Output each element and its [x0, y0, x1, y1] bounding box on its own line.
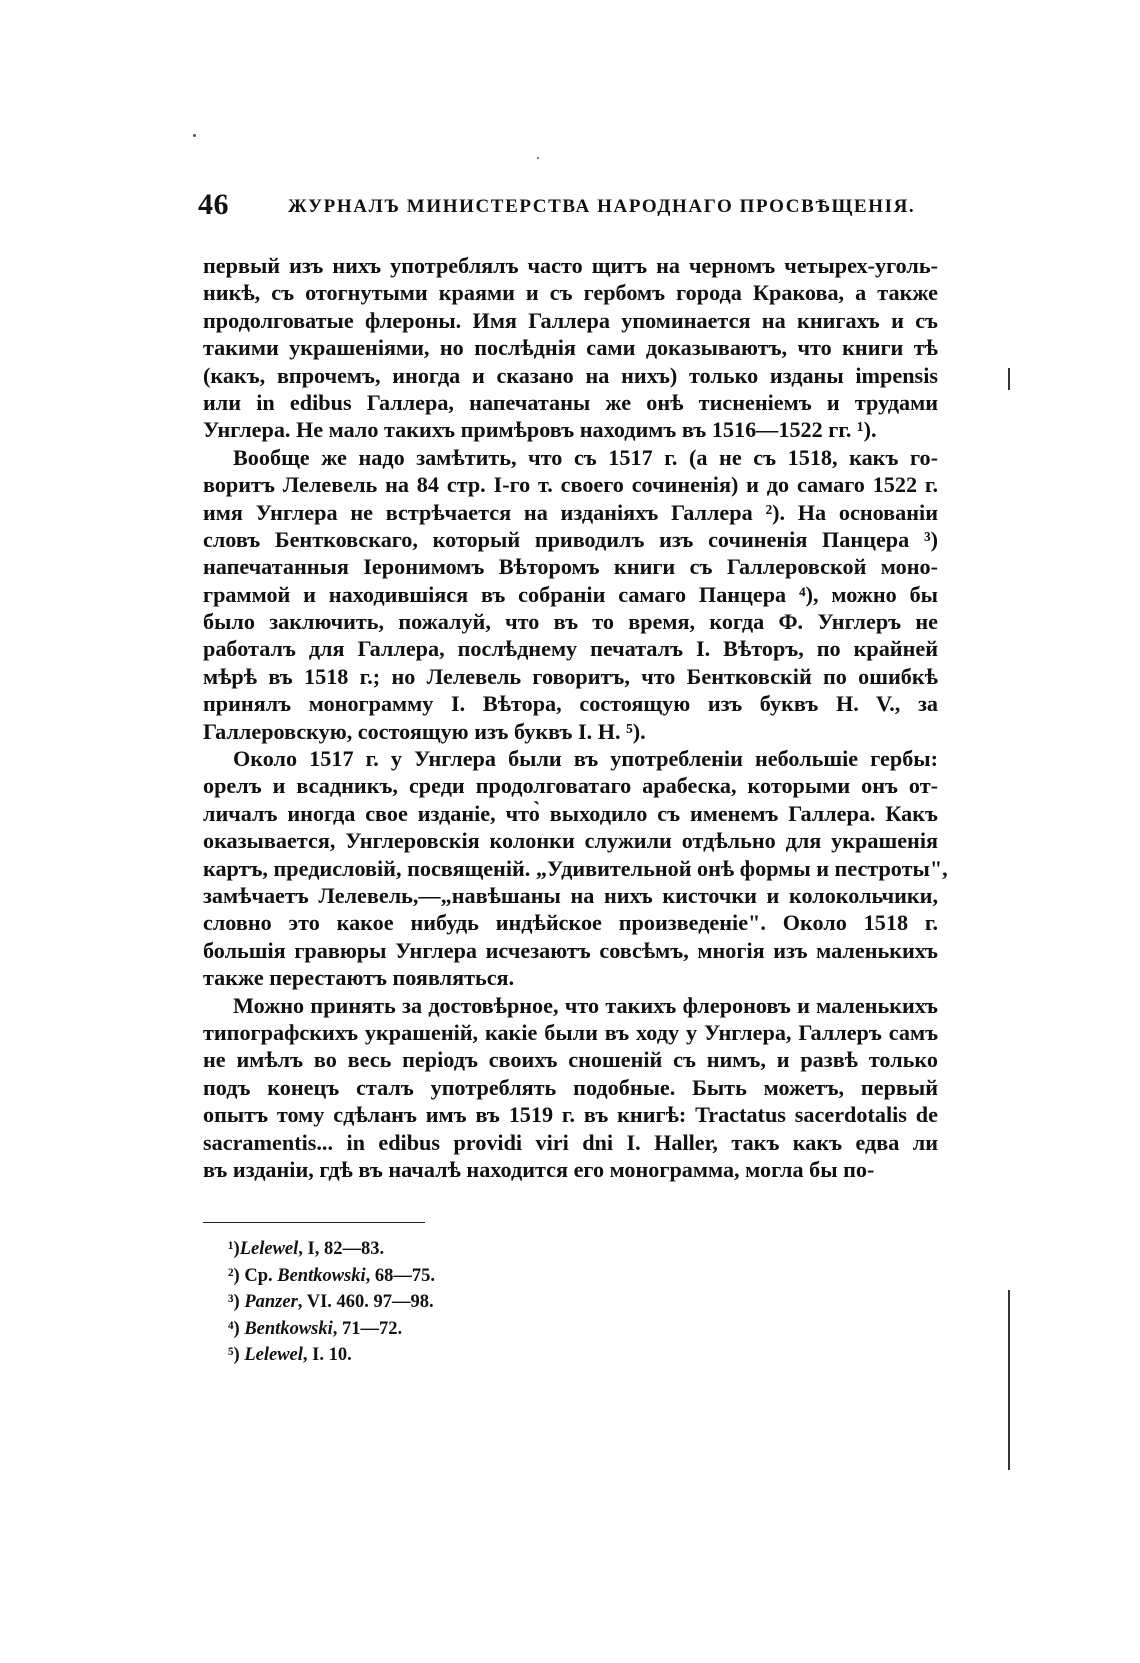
text-line: было заключить, пожалуй, что въ то время, когда Ф. Унглеръ не	[203, 609, 938, 635]
text-line: граммой и находившіяся въ собраніи самаго Панцера ⁴), можно бы	[203, 581, 938, 607]
footnote-reference: , I. 10.	[302, 1345, 352, 1365]
text-line: никѣ, съ отогнутыми краями и съ гербомъ города Кракова, а также	[203, 280, 938, 306]
text-line: Унглера. Не мало такихъ примѣровъ находимъ въ 1516—1522 гг. ¹).	[203, 417, 877, 443]
text-line: словъ Бентковскаго, который приводилъ изъ сочиненія Панцера ³)	[203, 526, 938, 552]
footnote	[228, 1263, 628, 1290]
text-line: продолговатые флероны. Имя Галлера упоминается на книгахъ и съ	[203, 307, 938, 333]
text-line: (какъ, впрочемъ, иногда и сказано на нихъ) только изданы impensis	[203, 362, 938, 388]
text-line: словно это какое нибудь индѣйское произведеніе". Около 1518 г.	[203, 910, 938, 936]
text-line: также перестаютъ появляться.	[203, 965, 515, 991]
paragraph	[203, 745, 948, 992]
text-line: опытъ тому сдѣланъ имъ въ 1519 г. въ книгѣ: Tractatus sacerdotalis de	[203, 1102, 938, 1128]
text-line: Около 1517 г. у Унглера были въ употребленіи небольшіе гербы:	[233, 746, 938, 772]
text-line: sacramentis... in edibus providi viri dni I. Haller, такъ какъ едва ли	[203, 1129, 938, 1155]
footnote-author: Lelewel	[244, 1345, 303, 1365]
footnote-author: Bentkowski	[277, 1265, 366, 1286]
paragraph	[203, 444, 938, 745]
text-line: Вообще же надо замѣтить, что съ 1517 г. (а не съ 1518, какъ го-	[233, 444, 938, 470]
footnote-marker: ³)	[228, 1292, 245, 1312]
scan-speck	[537, 157, 539, 159]
paragraph	[203, 252, 938, 444]
text-line: работалъ для Галлера, послѣднему печаталъ І. Вѣторъ, по крайней	[203, 636, 938, 662]
footnote-reference: , 68—75.	[365, 1265, 436, 1286]
scan-edge-mark	[1008, 1290, 1010, 1470]
text-line: или in edibus Галлера, напечатаны же онѣ тисненіемъ и трудами	[203, 389, 938, 415]
footnote-marker: ⁵)	[228, 1345, 245, 1365]
text-line: оказывается, Унглеровскія колонки служили отдѣльно для украшенія	[203, 828, 938, 854]
text-line: такими украшеніями, но послѣднія сами доказываютъ, что книги тѣ	[203, 335, 938, 361]
body-text	[203, 252, 948, 1183]
scan-edge-mark	[1008, 368, 1010, 390]
page-number: 46	[198, 188, 229, 221]
text-line: мѣрѣ въ 1518 г.; но Лелевель говоритъ, что Бентковскій по ошибкѣ	[203, 663, 938, 689]
text-line: орелъ и всадникъ, среди продолговатаго арабеска, которыми онъ от-	[203, 773, 938, 799]
text-line: принялъ монограмму І. Вѣтора, состоящую изъ буквъ H. V., за	[203, 691, 938, 717]
text-line: въ изданіи, гдѣ въ началѣ находится его монограмма, могла бы по-	[203, 1156, 875, 1182]
footnote-author: Bentkowski	[244, 1318, 333, 1339]
text-line: не имѣлъ во весь періодъ своихъ сношеній съ нимъ, и развѣ только	[203, 1047, 938, 1073]
running-head: ЖУРНАЛЪ МИНИСТЕРСТВА НАРОДНАГО ПРОСВѢЩЕНІЯ.	[288, 196, 916, 217]
text-line: Можно принять за достовѣрное, что такихъ флероновъ и маленькихъ	[233, 992, 938, 1018]
footnote-rule	[203, 1222, 425, 1223]
footnote-marker: ²) Ср.	[228, 1265, 278, 1286]
text-line: типографскихъ украшеній, какіе были въ ходу у Унглера, Галлеръ самъ	[203, 1019, 938, 1045]
text-line: замѣчаетъ Лелевель,—„навѣшаны на нихъ кисточки и колокольчики,	[203, 882, 938, 908]
footnote-reference: , 71—72.	[332, 1318, 403, 1339]
text-line: личалъ иногда свое изданіе, что̀ выходило съ именемъ Галлера. Какъ	[203, 800, 938, 826]
footnotes	[228, 1236, 628, 1369]
footnote-reference: , VI. 460. 97—98.	[297, 1292, 434, 1312]
footnote-marker: ¹)	[228, 1239, 240, 1259]
footnote-author: Lelewel	[239, 1239, 299, 1259]
text-line: воритъ Лелевель на 84 стр. I-го т. своего сочиненія) и до самаго 1522 г.	[203, 472, 938, 498]
footnote-author: Panzer	[244, 1292, 298, 1312]
text-line: подъ конецъ сталъ употреблять подобные. Быть можетъ, первый	[203, 1074, 938, 1100]
text-line: картъ, предисловій, посвященій. „Удивительной онѣ формы и пестроты",	[203, 855, 948, 881]
footnote	[228, 1316, 628, 1343]
paragraph	[203, 992, 938, 1184]
text-line: первый изъ нихъ употреблялъ часто щитъ на черномъ четырех-уголь-	[203, 253, 938, 278]
footnote-reference: , I, 82—83.	[298, 1239, 385, 1259]
text-line: имя Унглера не встрѣчается на изданіяхъ Галлера ²). На основаніи	[203, 499, 938, 525]
text-line: большія гравюры Унглера исчезаютъ совсѣмъ, многія изъ маленькихъ	[203, 937, 938, 963]
scan-speck	[193, 134, 196, 137]
footnote	[228, 1342, 628, 1369]
footnote	[228, 1289, 628, 1316]
footnote-marker: ⁴)	[228, 1318, 245, 1339]
footnote	[228, 1236, 628, 1263]
page-header	[198, 188, 938, 228]
text-line: напечатанныя Іеронимомъ Вѣторомъ книги съ Галлеровской моно-	[203, 554, 938, 580]
text-line: Галлеровскую, состоящую изъ буквъ I. H. ⁵).	[203, 718, 646, 744]
